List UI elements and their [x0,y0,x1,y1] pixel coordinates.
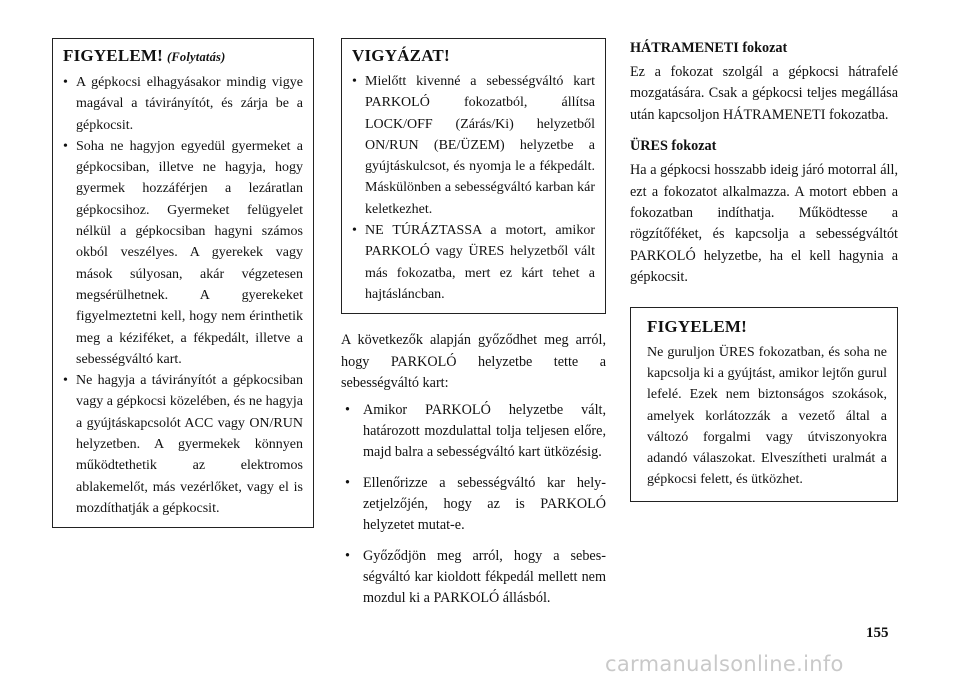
neutral-text: Ha a gépkocsi hosszabb ideig járó motorral áll, ezt a fokozatot alkalmazza. A motort ebben a fokozatban indíthatja. Működtesse a rögzítőféket, és kapcsolja a sebességváltót PARKOLÓ helyzetbe, ha el kell hagynia a gépkocsit. [630,162,898,286]
column-middle [341,38,606,619]
reverse-heading: HÁTRAMENETI fokozat [630,40,788,56]
caution-list [352,71,595,305]
list-item: • Amikor PARKOLÓ helyzetbe vált, határozott mozdulattal tolja teljesen előre, majd balra a sebességváltó kart ütközésig. [341,400,606,463]
reverse-text: Ez a fokozat szolgál a gépkocsi hátrafelé mozgatására. Csak a gépkocsi teljes megállása után kapcsoljon HÁTRAMENETI fokozatba. [630,64,898,123]
list-item: • Soha ne hagyjon egyedül gyermeket a gépkocsiban, illetve ne hagyja, hogy gyermek hozzáférjen a lezáratlan gépkocsihoz. Gyermeket felügyelet nélkül a gépkocsiban hagyni számos okból veszélyes. A gyerekek vagy mások súlyosan, akár végzetesen megsérülhetnek. A gyerekeket figyelmeztetni kell, hogy nem érinthetik meg a kéziféket, a fékpedált, illetve a sebességváltó kart. [63,136,303,370]
list-item: • A gépkocsi elhagyásakor mindig vigye magával a távirányítót, és zárja be a gépkocsit. [63,72,303,136]
list-item: • Mielőtt kivenné a sebességváltó kart PARKOLÓ fokozatból, állítsa LOCK/OFF (Zárás/Ki) helyzetből ON/RUN (BE/ÜZEM) helyzetbe a gyújtáskulcsot, és nyomja le a fékpedált. Máskülönben a sebességváltó karban kár keletkezhet. [352,71,595,220]
column-right [630,38,898,502]
warning-box-continued [52,38,314,528]
page-number: 155 [866,625,889,641]
caution-box [341,38,606,314]
warning-text: Ne guruljon ÜRES fokozatban, és soha ne kapcsolja ki a gyújtást, amikor lejtőn gurul lefelé. Ezek nem biztonságos szokások, amelyek korlátozzák a vezető által a változó forgalmi vagy útviszonyokra adandó válaszokat. Elveszítheti uralmát a gépkocsi felett, és ütközhet. [647,344,887,488]
caution-title: VIGYÁZAT! [352,46,450,65]
park-check-intro: A következők alapján győződhet meg arról, hogy PARKOLÓ helyzetbe tette a sebességváltó kart: [341,332,606,392]
neutral-heading: ÜRES fokozat [630,138,717,155]
list-item: • NE TÚRÁZTASSA a motort, amikor PARKOLÓ vagy ÜRES helyzetből vált más fokozatba, mert ez kárt tehet a hajtásláncban. [352,220,595,305]
list-item: • Győződjön meg arról, hogy a sebességváltó kar kioldott fékpedál mellett nem mozdul ki a PARKOLÓ állásból. [341,546,606,609]
warning-title: FIGYELEM! [647,316,748,336]
warning-subtitle: (Folytatás) [167,50,226,64]
column-left [52,38,314,528]
list-item: • Ne hagyja a távirányítót a gépkocsiban vagy a gépkocsi közelében, és ne hagyja a gyújtáskapcsolót ACC vagy ON/RUN helyzetben. A gyermekek könnyen működtethetik az elektromos ablakemelőt, más vezérlőket, vagy el is mozdíthatják a gépkocsit. [63,370,303,519]
park-check-list [341,400,606,609]
list-item: • Ellenőrizze a sebességváltó kar helyzetjelzőjén, hogy az is PARKOLÓ helyzetet mutat-e. [341,473,606,536]
warning-list [63,72,303,519]
warning-title: FIGYELEM! (Folytatás) [63,46,226,65]
warning-box [630,307,898,502]
watermark: carmanualsonline.info [605,652,844,676]
